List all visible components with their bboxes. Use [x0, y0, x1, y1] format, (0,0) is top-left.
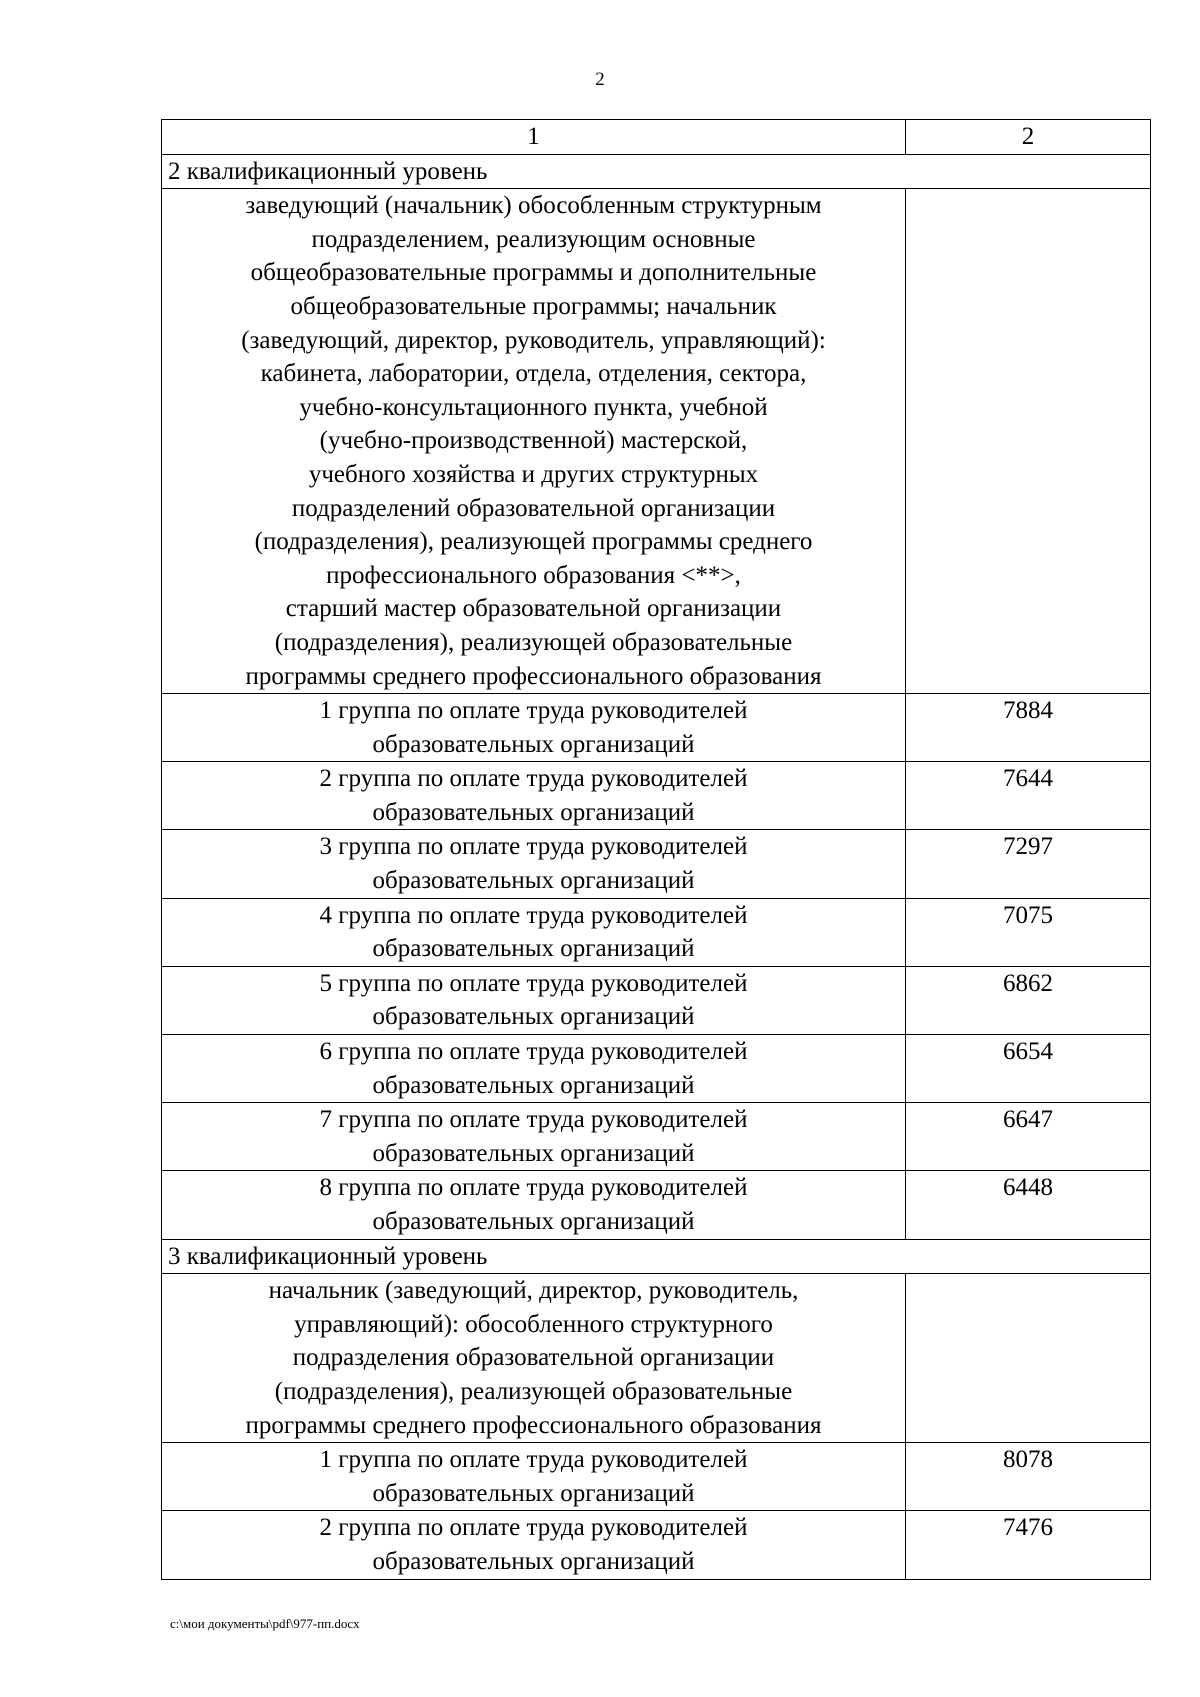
qualification-level-label: 3 квалификационный уровень [162, 1239, 1151, 1274]
pay-group-row [162, 1103, 1151, 1171]
pay-group-row [162, 966, 1151, 1034]
pay-group-label-line2: образовательных организаций [372, 1139, 695, 1167]
description-line: заведующий (начальник) обособленным структурным [245, 192, 822, 220]
description-line: учебно-консультационного пункта, учебной [299, 393, 768, 421]
pay-group-label [162, 1443, 906, 1511]
description-line: старший мастер образовательной организации [285, 595, 782, 623]
pay-group-label-line2: образовательных организаций [372, 1547, 695, 1575]
salary-value: 8078 [906, 1443, 1151, 1511]
pay-group-label-line1: 4 группа по оплате труда руководителей [319, 901, 748, 929]
positions-description [162, 1274, 906, 1443]
table-header-row [162, 120, 1151, 155]
file-path-footer: c:\мои документы\pdf\977-пп.docx [170, 1616, 360, 1631]
pay-group-label-line2: образовательных организаций [372, 1479, 695, 1507]
pay-group-row [162, 762, 1151, 830]
salary-value: 6647 [906, 1103, 1151, 1171]
column-header-1: 1 [162, 120, 906, 155]
pay-group-label-line2: образовательных организаций [372, 867, 695, 895]
pay-group-label [162, 762, 906, 830]
salary-value: 6448 [906, 1171, 1151, 1239]
pay-group-label [162, 1511, 906, 1579]
description-line: кабинета, лаборатории, отдела, отделения, сектора, [260, 360, 807, 388]
pay-group-row [162, 1443, 1151, 1511]
salary-value: 7476 [906, 1511, 1151, 1579]
pay-group-label-line1: 5 группа по оплате труда руководителей [319, 969, 748, 997]
qualification-level-label: 2 квалификационный уровень [162, 154, 1151, 189]
description-line: программы среднего профессионального образования [245, 1411, 822, 1439]
pay-group-label-line1: 2 группа по оплате труда руководителей [319, 1514, 748, 1542]
salary-value: 7075 [906, 898, 1151, 966]
positions-description-row [162, 1274, 1151, 1443]
pay-group-row [162, 898, 1151, 966]
pay-group-label-line1: 2 группа по оплате труда руководителей [319, 765, 748, 793]
pay-group-label-line2: образовательных организаций [372, 730, 695, 758]
description-line: управляющий): обособленного структурного [294, 1310, 773, 1338]
pay-group-label-line1: 3 группа по оплате труда руководителей [319, 833, 748, 861]
salary-value: 7297 [906, 830, 1151, 898]
description-line: начальник (заведующий, директор, руководитель, [268, 1277, 799, 1305]
pay-group-label-line2: образовательных организаций [372, 1208, 695, 1235]
positions-description-row [162, 189, 1151, 694]
salary-table [161, 119, 1151, 1580]
salary-value: 6654 [906, 1035, 1151, 1103]
pay-group-label [162, 966, 906, 1034]
pay-group-row [162, 694, 1151, 762]
pay-group-row [162, 1171, 1151, 1239]
pay-group-label-line2: образовательных организаций [372, 1003, 695, 1031]
description-line: подразделением, реализующим основные [311, 225, 756, 253]
positions-description [162, 189, 906, 694]
empty-value-cell [906, 189, 1151, 694]
qualification-level-row [162, 1239, 1151, 1274]
pay-group-label [162, 1171, 906, 1239]
pay-group-label-line2: образовательных организаций [372, 798, 695, 826]
salary-value: 7884 [906, 694, 1151, 762]
description-line: общеобразовательные программы и дополнительные [250, 259, 817, 287]
pay-group-label [162, 830, 906, 898]
description-line: (заведующий, директор, руководитель, управляющий): [241, 326, 826, 354]
pay-group-label-line2: образовательных организаций [372, 935, 695, 963]
description-line: подразделения образовательной организации [292, 1344, 775, 1372]
pay-group-label-line2: образовательных организаций [372, 1071, 695, 1099]
description-line: подразделений образовательной организации [291, 494, 776, 522]
pay-group-label [162, 1103, 906, 1171]
column-header-2: 2 [906, 120, 1151, 155]
pay-group-label [162, 1035, 906, 1103]
pay-group-label-line1: 1 группа по оплате труда руководителей [319, 1446, 748, 1474]
pay-group-label-line1: 7 группа по оплате труда руководителей [319, 1106, 748, 1134]
pay-group-label [162, 694, 906, 762]
page-number: 2 [595, 69, 605, 90]
pay-group-label-line1: 1 группа по оплате труда руководителей [319, 697, 748, 725]
description-line: профессионального образования <**>, [326, 561, 741, 589]
pay-group-row [162, 1035, 1151, 1103]
empty-value-cell [906, 1274, 1151, 1443]
qualification-level-row [162, 154, 1151, 189]
salary-value: 6862 [906, 966, 1151, 1034]
pay-group-label-line1: 6 группа по оплате труда руководителей [319, 1038, 748, 1066]
description-line: учебного хозяйства и других структурных [308, 460, 759, 488]
description-line: (подразделения), реализующей образовательные [274, 628, 793, 656]
pay-group-row [162, 830, 1151, 898]
description-line: (подразделения), реализующей образовательные [274, 1377, 793, 1405]
salary-value: 7644 [906, 762, 1151, 830]
description-line: общеобразовательные программы; начальник [290, 292, 777, 320]
pay-group-label-line1: 8 группа по оплате труда руководителей [319, 1174, 748, 1202]
description-line: (учебно-производственной) мастерской, [319, 427, 748, 455]
description-line: (подразделения), реализующей программы среднего [254, 528, 813, 556]
pay-group-label [162, 898, 906, 966]
description-line: программы среднего профессионального образования [245, 662, 822, 690]
pay-group-row [162, 1511, 1151, 1579]
